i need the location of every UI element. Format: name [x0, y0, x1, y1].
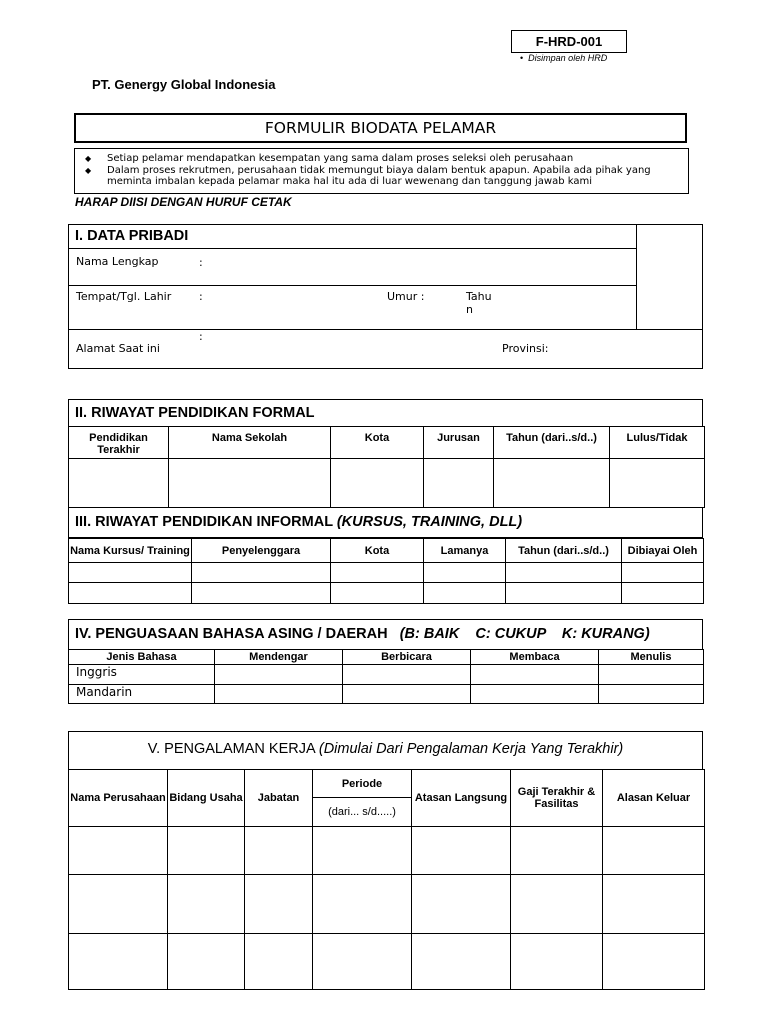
bullet-icon: • [520, 53, 524, 63]
table-cell-input[interactable] [506, 583, 622, 604]
section-title: II. RIWAYAT PENDIDIKAN FORMAL [75, 405, 315, 421]
column-header: Periode [313, 770, 412, 798]
informal-education-table [68, 538, 704, 604]
table-cell-input[interactable] [599, 665, 704, 685]
table-row [69, 563, 704, 583]
table-cell-input[interactable] [331, 459, 424, 508]
table-cell-input[interactable] [343, 685, 471, 704]
column-header: Jabatan [245, 770, 313, 827]
formal-education-table [68, 426, 705, 508]
company-name: PT. Genergy Global Indonesia [92, 77, 276, 92]
table-header-row [69, 770, 705, 798]
divider [68, 329, 703, 330]
table-cell-input[interactable] [603, 934, 705, 990]
table-cell-input[interactable] [622, 563, 704, 583]
table-row [69, 827, 705, 875]
umur-input[interactable] [430, 287, 462, 327]
table-cell-input[interactable] [511, 875, 603, 934]
document-code: F-HRD-001 [535, 34, 603, 49]
table-cell-input[interactable] [215, 685, 343, 704]
field-label-alamat: Alamat Saat ini [76, 342, 160, 355]
column-header: Kota [331, 539, 424, 563]
table-cell-input[interactable] [343, 665, 471, 685]
table-cell-input[interactable] [69, 563, 192, 583]
table-cell-input[interactable] [69, 934, 168, 990]
table-cell-input[interactable] [471, 685, 599, 704]
table-cell-input[interactable] [511, 827, 603, 875]
table-cell-input[interactable] [245, 934, 313, 990]
notice-box [74, 148, 689, 194]
diamond-bullet-icon: ◆ [85, 165, 92, 175]
column-header: Membaca [471, 650, 599, 665]
colon: : [199, 256, 203, 269]
column-subheader: (dari... s/d.....) [313, 798, 412, 827]
table-cell-input[interactable] [245, 875, 313, 934]
field-label-nama: Nama Lengkap [76, 255, 159, 268]
notice-item: ◆ Setiap pelamar mendapatkan kesempatan yang sama dalam proses seleksi oleh perusahaan [85, 153, 574, 164]
divider [68, 285, 637, 286]
table-cell-input[interactable] [412, 875, 511, 934]
column-header: Mendengar [215, 650, 343, 665]
table-cell-input[interactable] [313, 934, 412, 990]
work-experience-table [68, 769, 705, 990]
column-header: Bidang Usaha [168, 770, 245, 827]
table-header-row [69, 650, 704, 665]
column-header: Berbicara [343, 650, 471, 665]
table-row [69, 665, 704, 685]
colon: : [199, 290, 203, 303]
table-cell-input[interactable] [168, 934, 245, 990]
table-cell-input[interactable] [215, 665, 343, 685]
language-name: Mandarin [69, 685, 215, 704]
proficiency-legend: (B: BAIK C: CUKUP K: KURANG) [399, 626, 650, 642]
section-title: I. DATA PRIBADI [75, 228, 189, 244]
table-row [69, 459, 705, 508]
nama-lengkap-input[interactable] [210, 250, 630, 283]
language-name: Inggris [69, 665, 215, 685]
column-header: Pendidikan Terakhir [69, 427, 169, 459]
colon: : [199, 330, 203, 343]
form-title: FORMULIR BIODATA PELAMAR [74, 113, 687, 143]
column-header: Dibiayai Oleh [622, 539, 704, 563]
table-header-row [69, 539, 704, 563]
table-cell-input[interactable] [424, 563, 506, 583]
table-row [69, 583, 704, 604]
column-header: Nama Kursus/ Training [69, 539, 192, 563]
column-header: Jenis Bahasa [69, 650, 215, 665]
section-title: III. RIWAYAT PENDIDIKAN INFORMAL (KURSUS, TRAINING, DLL) [75, 514, 523, 530]
column-header: Alasan Keluar [603, 770, 705, 827]
column-header: Jurusan [424, 427, 494, 459]
alamat-input[interactable] [210, 331, 495, 367]
table-cell-input[interactable] [599, 685, 704, 704]
table-cell-input[interactable] [192, 563, 331, 583]
table-cell-input[interactable] [603, 827, 705, 875]
divider [68, 248, 637, 249]
diamond-bullet-icon: ◆ [85, 154, 92, 163]
field-label-ttl: Tempat/Tgl. Lahir [76, 290, 172, 303]
table-cell-input[interactable] [471, 665, 599, 685]
notice-item: ◆ Dalam proses rekrutmen, perusahaan tidak memungut biaya dalam bentuk apapun. Apabila ada pihak yang meminta imbalan kepada pelamar maka hal itu ada di luar wewenang dan tanggung jawab kami [85, 164, 651, 187]
section-title: V. PENGALAMAN KERJA (Dimulai Dari Pengalaman Kerja Yang Terakhir) [147, 741, 624, 757]
table-cell-input[interactable] [506, 563, 622, 583]
table-cell-input[interactable] [511, 934, 603, 990]
section-title: IV. PENGUASAAN BAHASA ASING / DAERAH (B: BAIK C: CUKUP K: KURANG) [75, 626, 650, 642]
table-cell-input[interactable] [622, 583, 704, 604]
table-row [69, 875, 705, 934]
column-header: Tahun (dari..s/d..) [506, 539, 622, 563]
table-cell-input[interactable] [69, 583, 192, 604]
instruction-text: HARAP DIISI DENGAN HURUF CETAK [75, 195, 292, 209]
field-label-umur: Umur : [387, 290, 425, 303]
language-table [68, 649, 704, 704]
document-note: • Disimpan oleh HRD [520, 53, 608, 63]
table-cell-input[interactable] [69, 875, 168, 934]
table-cell-input[interactable] [412, 934, 511, 990]
photo-area [636, 224, 637, 329]
column-header: Kota [331, 427, 424, 459]
column-header: Lulus/Tidak [610, 427, 705, 459]
ttl-input[interactable] [210, 287, 380, 327]
table-cell-input[interactable] [313, 875, 412, 934]
table-cell-input[interactable] [412, 827, 511, 875]
column-header: Lamanya [424, 539, 506, 563]
table-cell-input[interactable] [168, 827, 245, 875]
table-cell-input[interactable] [424, 459, 494, 508]
table-cell-input[interactable] [603, 875, 705, 934]
table-cell-input[interactable] [245, 827, 313, 875]
document-code-box [511, 30, 627, 53]
column-header: Menulis [599, 650, 704, 665]
table-cell-input[interactable] [168, 875, 245, 934]
table-row [69, 685, 704, 704]
table-cell-input[interactable] [192, 583, 331, 604]
column-header: Tahun (dari..s/d..) [494, 427, 610, 459]
table-row [69, 934, 705, 990]
column-header: Penyelenggara [192, 539, 331, 563]
table-cell-input[interactable] [313, 827, 412, 875]
column-header: Atasan Langsung [412, 770, 511, 827]
provinsi-input[interactable] [555, 331, 700, 367]
table-cell-input[interactable] [169, 459, 331, 508]
field-label-provinsi: Provinsi: [502, 342, 549, 355]
table-cell-input[interactable] [331, 563, 424, 583]
column-header: Gaji Terakhir & Fasilitas [511, 770, 603, 827]
table-cell-input[interactable] [69, 459, 169, 508]
table-header-row [69, 427, 705, 459]
table-cell-input[interactable] [494, 459, 610, 508]
table-cell-input[interactable] [610, 459, 705, 508]
column-header: Nama Sekolah [169, 427, 331, 459]
table-cell-input[interactable] [331, 583, 424, 604]
table-cell-input[interactable] [69, 827, 168, 875]
table-cell-input[interactable] [424, 583, 506, 604]
column-header: Nama Perusahaan [69, 770, 168, 827]
field-label-tahun: Tahun [466, 290, 492, 316]
